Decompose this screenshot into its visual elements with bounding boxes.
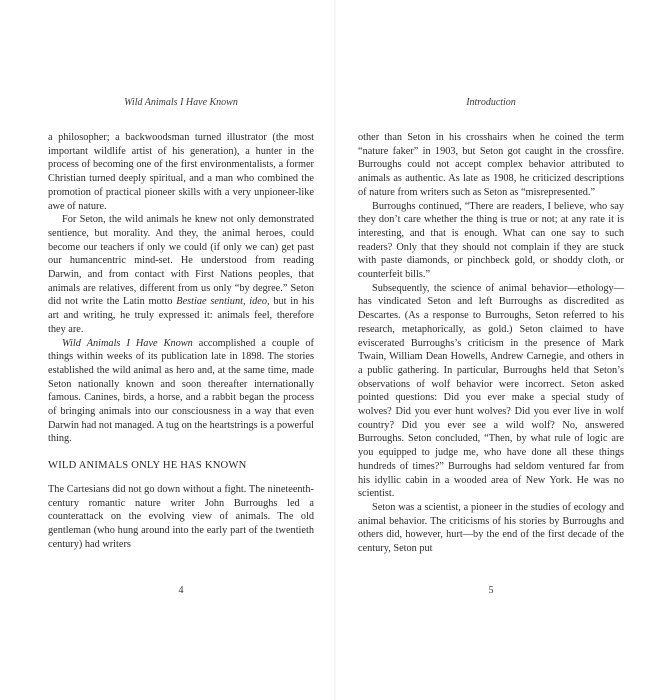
paragraph: Subsequently, the science of animal behavior—ethology—has vindicated Seton and left Burroughs as discredited as Descartes. (As a response to Burroughs, Seton referred to his research, metaphorically, as gold.) Seton claimed to have eviscerated Burroughs’s criticism in the presence of Mark Twain, William Dean Howells, Andrew Carnegie, and others in a public gathering. In particular, Burroughs held that Seton’s observations of wolf behavior were incorrect. Seton asked pointed questions: Did you ever make a special study of wolves? Did you ever hunt wolves? Did you ever live in wolf country? Did you ever see a wild wolf? No, answered Burroughs. Seton concluded, “Then, by what rule of logic are you equipped to judge me, who have done all these things hundreds of times?” Burroughs had seldom ventured far from his idyllic cabin in a wooded area of New York. He was no scientist. — [358, 282, 624, 500]
page-body — [358, 131, 624, 556]
paragraph: For Seton, the wild animals he knew not only demonstrated sentience, but morality. And they, the animal heroes, could become our teachers if only we could (if only we can) get past our humancentric mind-set. He understood from reading Darwin, and from contact with First Nations peoples, that animals are relatives, different from us only “by degree.” Seton did not write the Latin motto Bestiae sentiunt, ideo, but in his art and writing, he truly expressed it: animals feel, therefore they are. — [48, 214, 314, 335]
paragraph: other than Seton in his crosshairs when he coined the term “nature faker” in 1903, but Seton got caught in the crossfire. Burroughs could not accept complex behavior attributed to animals as authentic. As late as 1908, he criticized descriptions of nature from writers such as Seton as “misrepresented.” — [358, 132, 624, 198]
page-number: 4 — [178, 585, 184, 596]
paragraph: Wild Animals I Have Known accomplished a couple of things within weeks of its publication late in 1898. The stories established the wild animal as hero and, at the same time, made Seton nationally known and soon thereafter internationally famous. Canines, birds, a horse, and a rabbit began the process of bringing animals into our consciousness in a way that even Darwin had not managed. A tug on the heartstrings is a powerful thing. — [48, 337, 314, 445]
paragraph: Seton was a scientist, a pioneer in the studies of ecology and animal behavior. The criticisms of his stories by Burroughs and others did, however, hurt—by the end of the first decade of the century, Seton put — [358, 501, 624, 555]
paragraph: The Cartesians did not go down without a fight. The nineteenth-century romantic nature writer John Burroughs led a counterattack on the evolving view of animals. The old gentleman (who hung around into the early part of the twentieth century) had writers — [48, 483, 314, 550]
running-head: Introduction — [466, 97, 516, 108]
paragraph: a philosopher; a backwoodsman turned illustrator (the most important wildlife artist of his generation), a hunter in the process of becoming one of the first environmentalists, a former Christian turned deeply spiritual, and a man who combined the promotion of practical pioneer skills with a very unpioneer-like awe of nature. — [48, 132, 314, 212]
book-gutter — [334, 0, 336, 700]
running-head: Wild Animals I Have Known — [124, 97, 238, 108]
left-page — [48, 0, 314, 700]
book-title: Wild Animals I Have Known — [62, 337, 193, 349]
latin-motto: Bestiae sentiunt, ideo, — [176, 296, 270, 308]
paragraph: Burroughs continued, “There are readers, I believe, who say they don’t care whether the thing is true or not; at any rate it is interesting, and that is enough. What can one say to such readers? Only that they should not complain if they are stuck with paste diamonds, or pinchbeck gold, or shoddy cloth, or counterfeit bills.” — [358, 200, 624, 281]
page-number: 5 — [488, 585, 494, 596]
right-page — [358, 0, 624, 700]
section-heading: WILD ANIMALS ONLY HE HAS KNOWN — [48, 460, 247, 472]
page-body — [48, 131, 314, 551]
